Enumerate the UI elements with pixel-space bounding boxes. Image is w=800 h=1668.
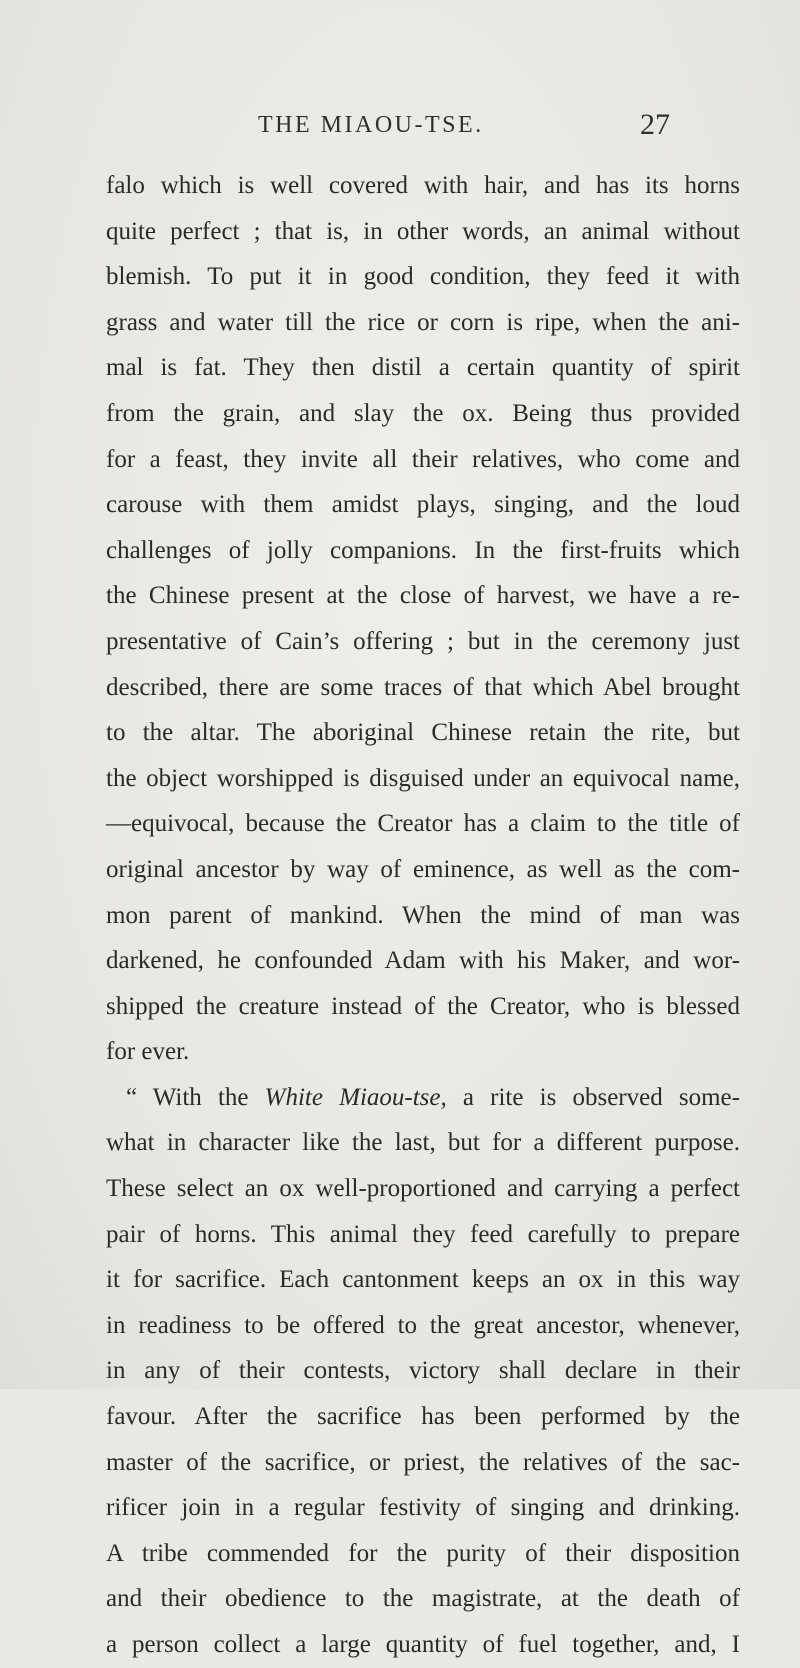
text-line: what in character like the last, but for a different purpose. bbox=[106, 1129, 740, 1157]
text-line: A tribe commended for the purity of their disposition bbox=[106, 1539, 740, 1567]
paragraph-2 bbox=[106, 1075, 740, 1668]
text-line: in readiness to be offered to the great ancestor, whenever, bbox=[106, 1311, 740, 1339]
text-line: for ever. bbox=[106, 1038, 190, 1066]
text-line: mal is fat. They then distil a certain quantity of spirit bbox=[106, 354, 740, 382]
text-line: and their obedience to the magistrate, at the death of bbox=[106, 1585, 740, 1613]
text-line: original ancestor by way of eminence, as well as the com- bbox=[106, 855, 740, 883]
text-line: rificer join in a regular festivity of singing and drinking. bbox=[106, 1494, 740, 1522]
text-line: the object worshipped is disguised under an equivocal name, bbox=[106, 764, 740, 792]
text-line: darkened, he confounded Adam with his Maker, and wor- bbox=[106, 947, 740, 975]
text-line: to the altar. The aboriginal Chinese retain the rite, but bbox=[106, 719, 740, 747]
text-line: for a feast, they invite all their relatives, who come and bbox=[106, 445, 740, 473]
text-line: falo which is well covered with hair, and has its horns bbox=[106, 172, 740, 199]
text-line: master of the sacrifice, or priest, the relatives of the sac- bbox=[106, 1448, 740, 1476]
text-line: in any of their contests, victory shall declare in their bbox=[106, 1357, 740, 1385]
text-line: it for sacrifice. Each cantonment keeps an ox in this way bbox=[106, 1266, 740, 1294]
page-header bbox=[0, 108, 800, 152]
text-line: These select an ox well-proportioned and carrying a perfect bbox=[106, 1175, 740, 1203]
text-line: grass and water till the rice or corn is ripe, when the ani- bbox=[106, 308, 740, 336]
text-line: a person collect a large quantity of fuel together, and, I bbox=[106, 1631, 740, 1658]
text-line: shipped the creature instead of the Creator, who is blessed bbox=[106, 992, 740, 1020]
text-line: mon parent of mankind. When the mind of man was bbox=[106, 901, 740, 929]
page-number: 27 bbox=[640, 108, 670, 141]
text-line: carouse with them amidst plays, singing, and the loud bbox=[106, 491, 740, 519]
running-title: THE MIAOU-TSE. bbox=[258, 112, 484, 138]
text-line: —equivocal, because the Creator has a claim to the title of bbox=[106, 810, 740, 838]
text-line: the Chinese present at the close of harvest, we have a re- bbox=[106, 582, 740, 610]
tribe-name: White Miaou-tse, bbox=[264, 1083, 447, 1111]
text-line: presentative of Cain’s offering ; but in the ceremony just bbox=[106, 627, 740, 655]
quote-rest: a rite is observed some- bbox=[446, 1083, 740, 1111]
text-line bbox=[106, 1075, 740, 1121]
text-line: pair of horns. This animal they feed carefully to prepare bbox=[106, 1220, 740, 1248]
paragraph-1 bbox=[106, 163, 740, 1075]
text-line: from the grain, and slay the ox. Being thus provided bbox=[106, 399, 740, 427]
text-line: quite perfect ; that is, in other words, an animal without bbox=[106, 217, 740, 245]
text-line: favour. After the sacrifice has been performed by the bbox=[106, 1403, 740, 1431]
text-line: challenges of jolly companions. In the first-fruits which bbox=[106, 536, 740, 564]
text-line: blemish. To put it in good condition, they feed it with bbox=[106, 263, 740, 291]
body-text bbox=[106, 163, 740, 1668]
quote-lead: “ With the bbox=[126, 1083, 265, 1111]
text-line: described, there are some traces of that which Abel brought bbox=[106, 673, 740, 701]
